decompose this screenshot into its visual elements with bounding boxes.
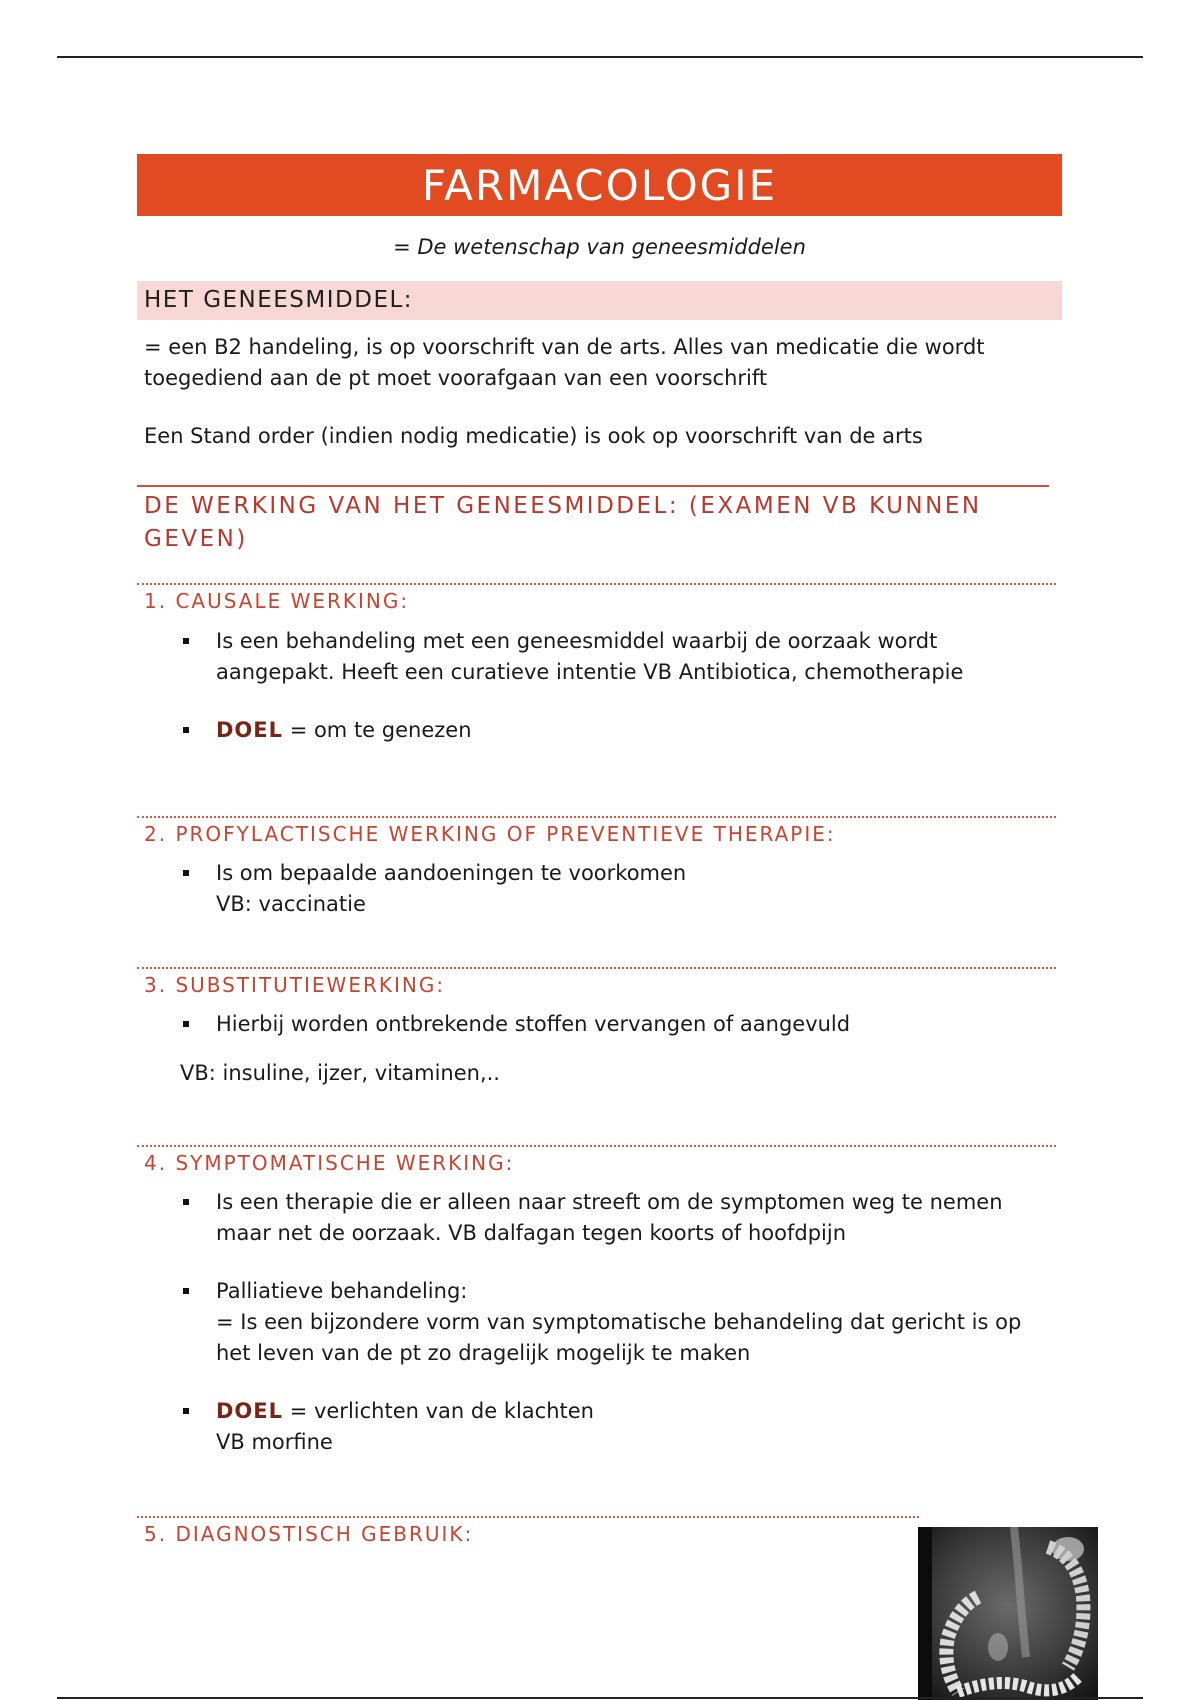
- doel-text: = om te genezen: [283, 718, 472, 742]
- list-profylactische-werking: [137, 858, 1062, 920]
- heading-profylactische-werking: 2. PROFYLACTISCHE WERKING OF PREVENTIEVE THERAPIE:: [137, 816, 1056, 848]
- list-item: Is een behandeling met een geneesmiddel waarbij de oorzaak wordt aangepakt. Heeft een curatieve intentie VB Antibiotica, chemotherapie: [137, 626, 1056, 688]
- heading-diagnostisch-gebruik: 5. DIAGNOSTISCH GEBRUIK:: [137, 1516, 919, 1548]
- bullet-example: VB: vaccinatie: [216, 892, 366, 916]
- heading-symptomatische-werking: 4. SYMPTOMATISCHE WERKING:: [137, 1145, 1056, 1177]
- document-content: [137, 154, 1062, 1548]
- list-item-palliatief: [137, 1276, 1056, 1369]
- substitutie-example: VB: insuline, ijzer, vitaminen,..: [180, 1061, 500, 1085]
- list-item-doel: [137, 1396, 1056, 1458]
- section-heading-werking: DE WERKING VAN HET GENEESMIDDEL: (EXAMEN VB KUNNEN GEVEN): [137, 485, 1049, 556]
- doel-text: = verlichten van de klachten: [283, 1399, 594, 1423]
- xray-image: [918, 1527, 1098, 1700]
- list-item: Is een therapie die er alleen naar streeft om de symptomen weg te nemen maar net de oorzaak. VB dalfagan tegen koorts of hoofdpijn: [137, 1187, 1056, 1249]
- paragraph-stand-order: Een Stand order (indien nodig medicatie) is ook op voorschrift van de arts: [144, 424, 923, 448]
- list-item: [137, 858, 1056, 920]
- list-item-doel: [137, 715, 1056, 746]
- bullet-line: Palliatieve behandeling:: [216, 1279, 468, 1303]
- bullet-detail: = Is een bijzondere vorm van symptomatische behandeling dat gericht is op het leven van de pt zo dragelijk mogelijk te maken: [216, 1310, 1022, 1365]
- page-top-rule: [57, 56, 1143, 58]
- list-symptomatische-werking: [137, 1187, 1062, 1458]
- page-bottom-rule: [57, 1697, 1143, 1699]
- bullet-line: Is om bepaalde aandoeningen te voorkomen: [216, 861, 687, 885]
- doel-example: VB morfine: [216, 1430, 333, 1454]
- heading-causale-werking: 1. CAUSALE WERKING:: [137, 583, 1056, 615]
- list-causale-werking: [137, 626, 1062, 746]
- paragraph-definition: = een B2 handeling, is op voorschrift van de arts. Alles van medicatie die wordt toegediend aan de pt moet voorafgaan van een voorschrift: [144, 335, 985, 390]
- heading-substitutiewerking: 3. SUBSTITUTIEWERKING:: [137, 967, 1056, 999]
- section-heading-geneesmiddel: HET GENEESMIDDEL:: [137, 281, 1062, 320]
- list-substitutiewerking: [137, 1009, 1062, 1040]
- document-title: FARMACOLOGIE: [137, 154, 1062, 216]
- doel-label: DOEL: [216, 1399, 284, 1423]
- document-subtitle: = De wetenschap van geneesmiddelen: [393, 235, 806, 259]
- list-item: Hierbij worden ontbrekende stoffen vervangen of aangevuld: [137, 1009, 1056, 1040]
- doel-label: DOEL: [216, 718, 284, 742]
